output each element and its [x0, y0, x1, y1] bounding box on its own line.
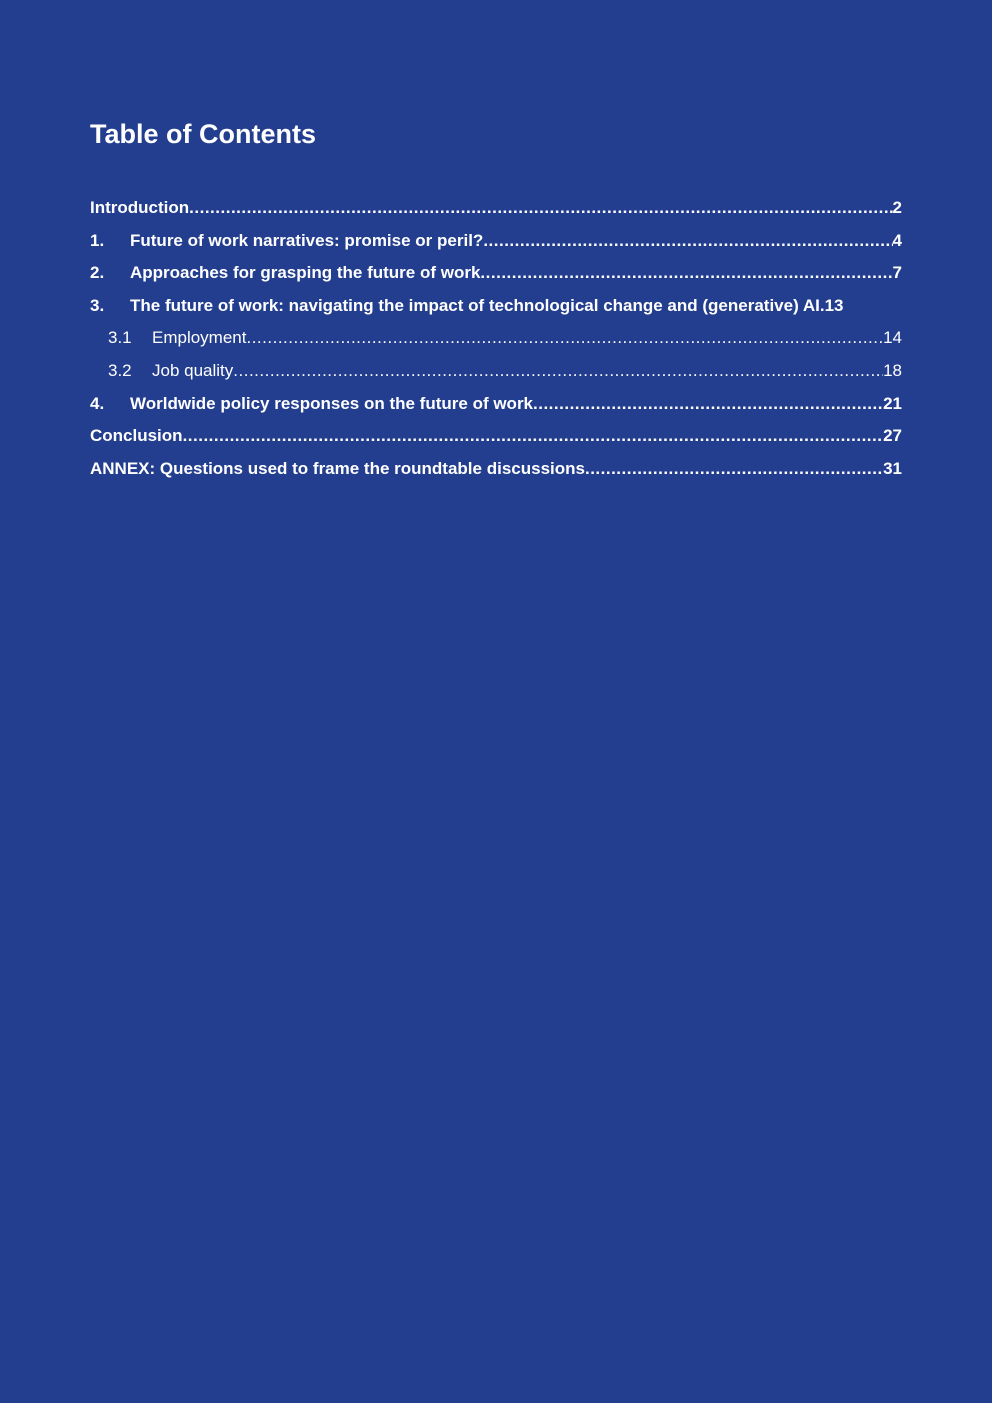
toc-entry-label: Introduction: [90, 198, 190, 217]
toc-entry-label: Job quality: [152, 360, 234, 380]
toc-entry-page: 4: [892, 230, 902, 250]
toc-entry-label: Approaches for grasping the future of work: [130, 263, 481, 283]
toc-entry-3-2[interactable]: [90, 355, 902, 388]
toc-entry-number: 3.2: [108, 360, 132, 380]
toc-entry-2[interactable]: [90, 257, 902, 290]
toc-entry-page: 14: [883, 328, 902, 348]
toc-dot-leader: [533, 388, 883, 421]
toc-dot-leader: [246, 322, 883, 355]
toc-dot-leader: [233, 355, 883, 388]
toc-entry-conclusion[interactable]: [90, 420, 902, 453]
toc-entry-page: 13: [824, 295, 844, 315]
toc-entry-annex[interactable]: [90, 453, 902, 486]
toc-dot-leader: [480, 257, 892, 290]
toc-entry-label: The future of work: navigating the impact of technological change and (generative) AI.: [130, 295, 825, 315]
toc-entry-label: Conclusion: [90, 426, 183, 446]
toc-entry-label: ANNEX: Questions used to frame the roundtable discussions: [90, 458, 585, 478]
toc-entry-label: Future of work narratives: promise or peril?: [130, 230, 484, 250]
toc-entry-page: 27: [883, 426, 902, 446]
toc-dot-leader: [483, 225, 892, 258]
toc-entry-label: Worldwide policy responses on the future of work: [130, 393, 534, 413]
toc-dot-leader: [585, 453, 883, 486]
toc-entry-page: 2: [892, 198, 902, 217]
toc-entry-page: 7: [892, 263, 902, 283]
toc-entry-page: 21: [883, 393, 902, 413]
toc-entry-page: 18: [883, 360, 902, 380]
toc-entry-number: 3.1: [108, 328, 132, 348]
toc-entry-3[interactable]: [90, 290, 902, 323]
toc-list: [90, 192, 902, 485]
toc-entry-number: 1.: [90, 230, 105, 250]
toc-title: Table of Contents: [90, 119, 316, 149]
toc-entry-page: 31: [883, 458, 902, 478]
toc-entry-4[interactable]: [90, 388, 902, 421]
toc-entry-number: 3.: [90, 295, 105, 315]
toc-entry-number: 2.: [90, 263, 105, 283]
toc-entry-introduction[interactable]: [90, 192, 902, 225]
toc-entry-number: 4.: [90, 393, 105, 413]
toc-dot-leader: [183, 420, 884, 453]
toc-entry-label: Employment: [152, 328, 247, 348]
toc-entry-1[interactable]: [90, 225, 902, 258]
toc-entry-3-1[interactable]: [90, 322, 902, 355]
toc-dot-leader: [189, 192, 892, 225]
